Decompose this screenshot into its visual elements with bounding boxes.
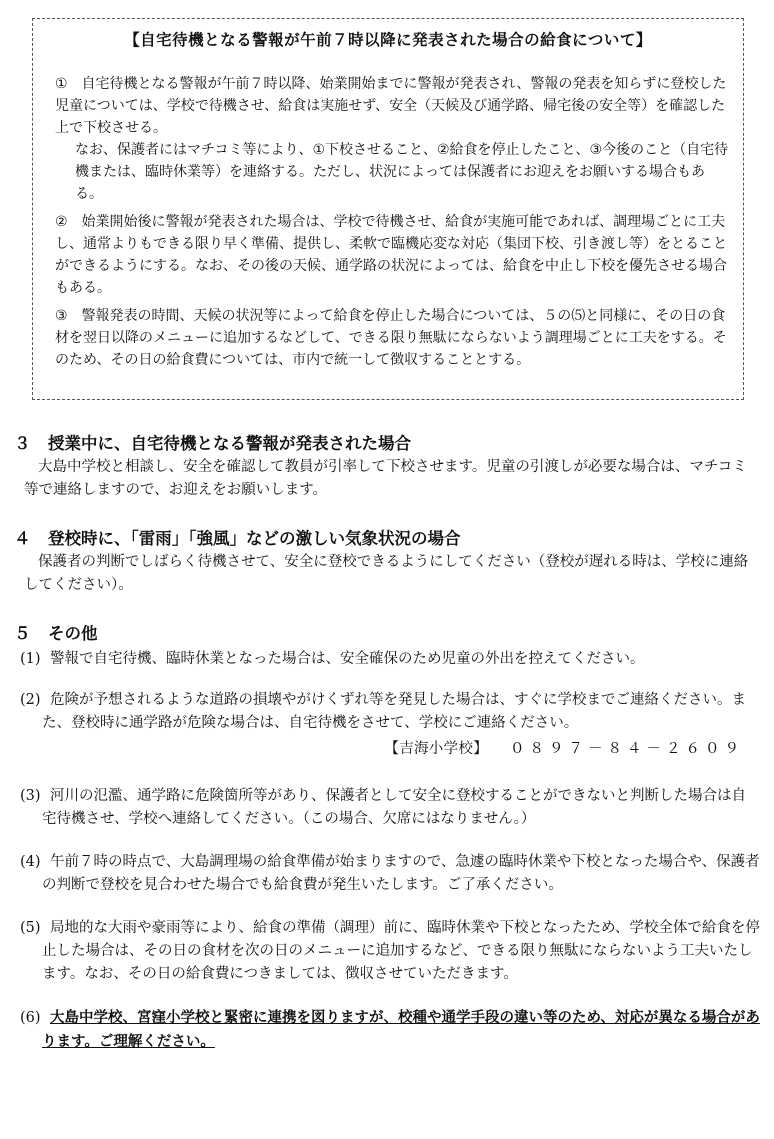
section-number: ３ xyxy=(14,434,31,453)
list-item xyxy=(14,1006,760,1054)
box-item-3-text: ③ 警報発表の時間、天候の状況等によって給食を停止した場合については、５の⑸と同様に、その日の食材を翌日以降のメニューに追加するなどして、できる限り無駄にならないよう調理場ごとに工夫をする。そのため、その日の給食費については、市内で統一して徴収することとする。 xyxy=(55,308,727,368)
item-text: 局地的な大雨や豪雨等により、給食の準備（調理）前に、臨時休業や下校となったため、学校全体で給食を停止した場合は、その日の食材を次の日のメニューに追加するなど、できる限り無駄にならないよう工夫いたします。なお、その日の給食費につきましては、徴収させていただきます。 xyxy=(42,920,760,982)
section-4-body: 保護者の判断でしばらく待機させて、安全に登校できるようにしてください（登校が遅れる時は、学校に連絡してください）。 xyxy=(24,554,749,593)
list-item xyxy=(14,689,760,735)
section-3 xyxy=(14,432,760,502)
section-5-heading xyxy=(14,622,760,646)
section-3-heading xyxy=(14,432,760,456)
list-item xyxy=(14,851,760,897)
section-title: 授業中に、自宅待機となる警報が発表された場合 xyxy=(48,434,411,453)
notice-box xyxy=(32,18,744,400)
item-number: (6) xyxy=(20,1010,41,1026)
contact-school: 【吉海小学校】 xyxy=(384,741,488,757)
section-number: ５ xyxy=(14,624,31,643)
box-item-1 xyxy=(33,73,743,205)
item-text: 河川の氾濫、通学路に危険箇所等があり、保護者として安全に登校することができないと判断した場合は自宅待機させ、学校へ連絡してください。（この場合、欠席にはなりません。） xyxy=(42,788,746,827)
item-text: 大島中学校、宮窪小学校と緊密に連携を図りますが、校種や通学手段の違い等のため、対応が異なる場合があります。ご理解ください。 xyxy=(42,1009,760,1050)
contact-phone: ０８９７－８４－２６０９ xyxy=(510,741,744,757)
section-5 xyxy=(14,622,760,1054)
section-title: 登校時に、「雷雨」「強風」などの激しい気象状況の場合 xyxy=(48,529,461,548)
box-item-2 xyxy=(33,211,743,299)
section-4-heading xyxy=(14,527,760,551)
item-number: (1) xyxy=(20,651,41,667)
box-item-2-text: ② 始業開始後に警報が発表された場合は、学校で待機させ、給食が実施可能であれば、調理場ごとに工夫し、通常よりもできる限り早く準備、提供し、柔軟で臨機応変な対応（集団下校、引き渡し等）をとることができるようにする。なお、その後の天候、通学路の状況によっては、給食を中止し下校を優先させる場合もある。 xyxy=(55,214,727,296)
section-3-body: 大島中学校と相談し、安全を確認して教員が引率して下校させます。児童の引渡しが必要な場合は、マチコミ等で連絡しますので、お迎えをお願いします。 xyxy=(24,459,747,498)
item-number: (5) xyxy=(20,920,41,936)
box-item-1-note: なお、保護者にはマチコミ等により、①下校させること、②給食を停止したこと、③今後のこと（自宅待機または、臨時休業等）を連絡する。ただし、状況によっては保護者にお迎えをお願いする場合もある。 xyxy=(75,142,729,202)
item-text: 危険が予想されるような道路の損壊やがけくずれ等を発見した場合は、すぐに学校までご連絡ください。また、登校時に通学路が危険な場合は、自宅待機をさせて、学校にご連絡ください。 xyxy=(42,692,746,731)
item-number: (3) xyxy=(20,788,41,804)
box-item-1-text: ① 自宅待機となる警報が午前７時以降、始業開始までに警報が発表され、警報の発表を知らずに登校した児童については、学校で待機させ、給食は実施せず、安全（天候及び通学路、帰宅後の安全等）を確認した上で下校させる。 xyxy=(55,76,727,136)
item-number: (4) xyxy=(20,854,41,870)
list-item xyxy=(14,648,760,671)
list-item xyxy=(14,917,760,986)
section-4 xyxy=(14,527,760,597)
item-text: 警報で自宅待機、臨時休業となった場合は、安全確保のため児童の外出を控えてください。 xyxy=(50,651,645,667)
section-number: ４ xyxy=(14,529,31,548)
box-item-3 xyxy=(33,305,743,371)
box-title: 【自宅待機となる警報が午前７時以降に発表された場合の給食について】 xyxy=(124,31,652,49)
contact-line xyxy=(14,737,744,761)
item-text: 午前７時の時点で、大島調理場の給食準備が始まりますので、急遽の臨時休業や下校となった場合や、保護者の判断で登校を見合わせた場合でも給食費が発生いたします。ご了承ください。 xyxy=(42,854,760,893)
section-title: その他 xyxy=(48,624,98,643)
list-item xyxy=(14,785,760,831)
item-number: (2) xyxy=(20,692,41,708)
